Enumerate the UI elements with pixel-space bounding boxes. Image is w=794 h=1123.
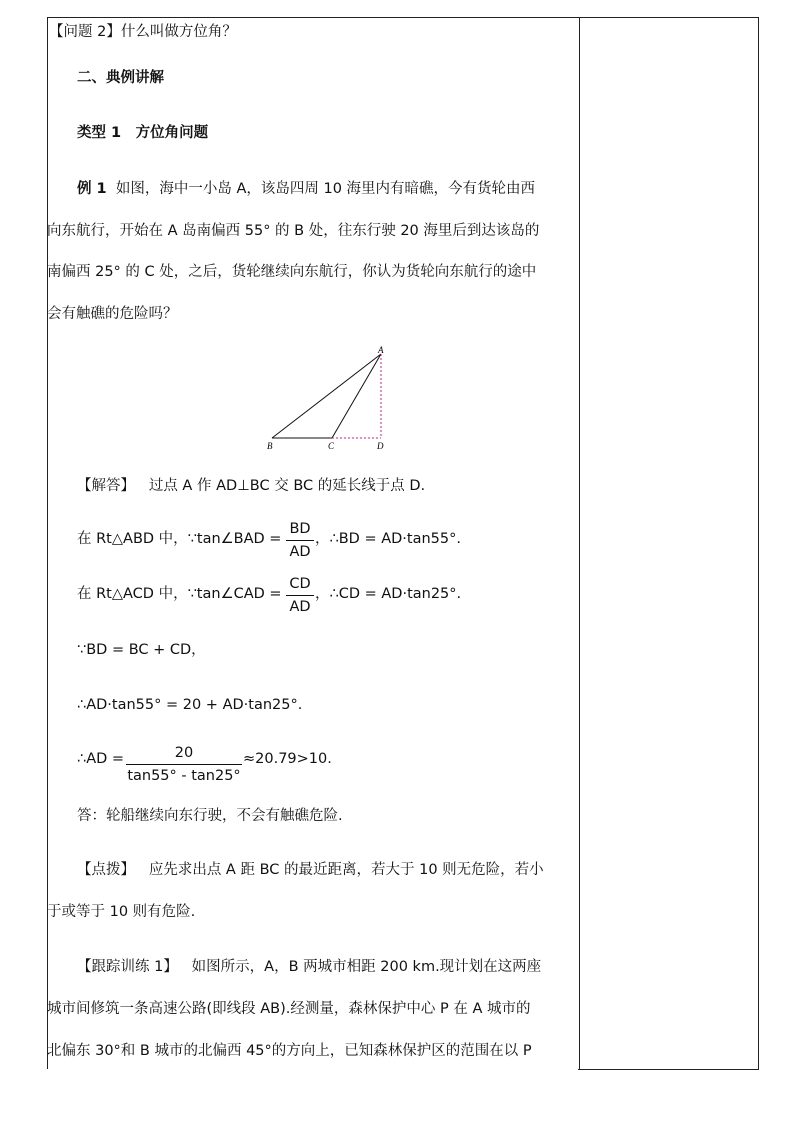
question-2 <box>49 22 237 42</box>
eq1-post: ，∴BD = AD·tan55°. <box>315 531 461 547</box>
label-b: B <box>267 441 273 451</box>
example-line-2: 向东航行，开始在 A 岛南偏西 55° 的 B 处，往东行驶 20 海里后到达该岛的 <box>47 223 540 239</box>
question-tag: 【问题 2】 <box>49 24 121 40</box>
triangle-figure <box>262 344 392 454</box>
hint-tag: 【点拨】 <box>77 862 135 878</box>
eq3: ∵BD = BC + CD， <box>77 642 206 658</box>
eq2-pre: 在 Rt△ACD 中，∵tan∠CAD = <box>77 586 282 602</box>
hint-line-1: 【点拨】 应先求出点 A 距 BC 的最近距离，若大于 10 则无危险，若小 <box>77 862 544 878</box>
question-text: 什么叫做方位角？ <box>120 24 237 40</box>
eq5-post: ≈20.79>10. <box>243 751 332 767</box>
example-line-4: 会有触礁的危险吗？ <box>47 306 178 322</box>
training-line-3: 北偏东 30°和 B 城市的北偏西 45°的方向上，已知森林保护区的范围在以 P <box>47 1043 532 1059</box>
training-line-2: 城市间修筑一条高速公路(即线段 AB).经测量，森林保护中心 P 在 A 城市的 <box>47 1001 531 1017</box>
label-d: D <box>377 441 384 451</box>
solution-first: 【解答】 过点 A 作 AD⊥BC 交 BC 的延长线于点 D. <box>77 478 426 494</box>
example-line-3: 南偏西 25° 的 C 处，之后，货轮继续向东航行，你认为货轮向东航行的途中 <box>47 264 537 280</box>
eq1-pre: 在 Rt△ABD 中，∵tan∠BAD = <box>77 531 282 547</box>
hint-line-2: 于或等于 10 则有危险. <box>47 904 196 920</box>
eq5-pre: ∴AD = <box>77 751 125 767</box>
eq1-fraction: BD AD <box>286 519 314 562</box>
eq4: ∴AD·tan55° = 20 + AD·tan25°. <box>77 697 303 713</box>
answer: 答：轮船继续向东行驶，不会有触礁危险. <box>77 808 343 824</box>
solution-tag: 【解答】 <box>77 478 135 494</box>
example-label: 例 1 <box>77 181 107 197</box>
label-c: C <box>328 441 335 451</box>
label-a: A <box>378 345 384 355</box>
notes-cell <box>578 17 759 1070</box>
training-line-1: 【跟踪训练 1】 如图所示，A，B 两城市相距 200 km.现计划在这两座 <box>77 959 542 975</box>
section-heading: 二、典例讲解 <box>77 70 164 86</box>
eq2-fraction: CD AD <box>286 574 314 617</box>
example-line-1: 例 1 如图，海中一小岛 A，该岛四周 10 海里内有暗礁，今有货轮由西 <box>77 181 536 197</box>
eq5-fraction: 20 tan55° - tan25° <box>127 745 241 784</box>
type-heading: 类型 1 方位角问题 <box>77 125 209 141</box>
eq2-post: ，∴CD = AD·tan25°. <box>315 586 462 602</box>
training-tag: 【跟踪训练 1】 <box>77 959 178 975</box>
